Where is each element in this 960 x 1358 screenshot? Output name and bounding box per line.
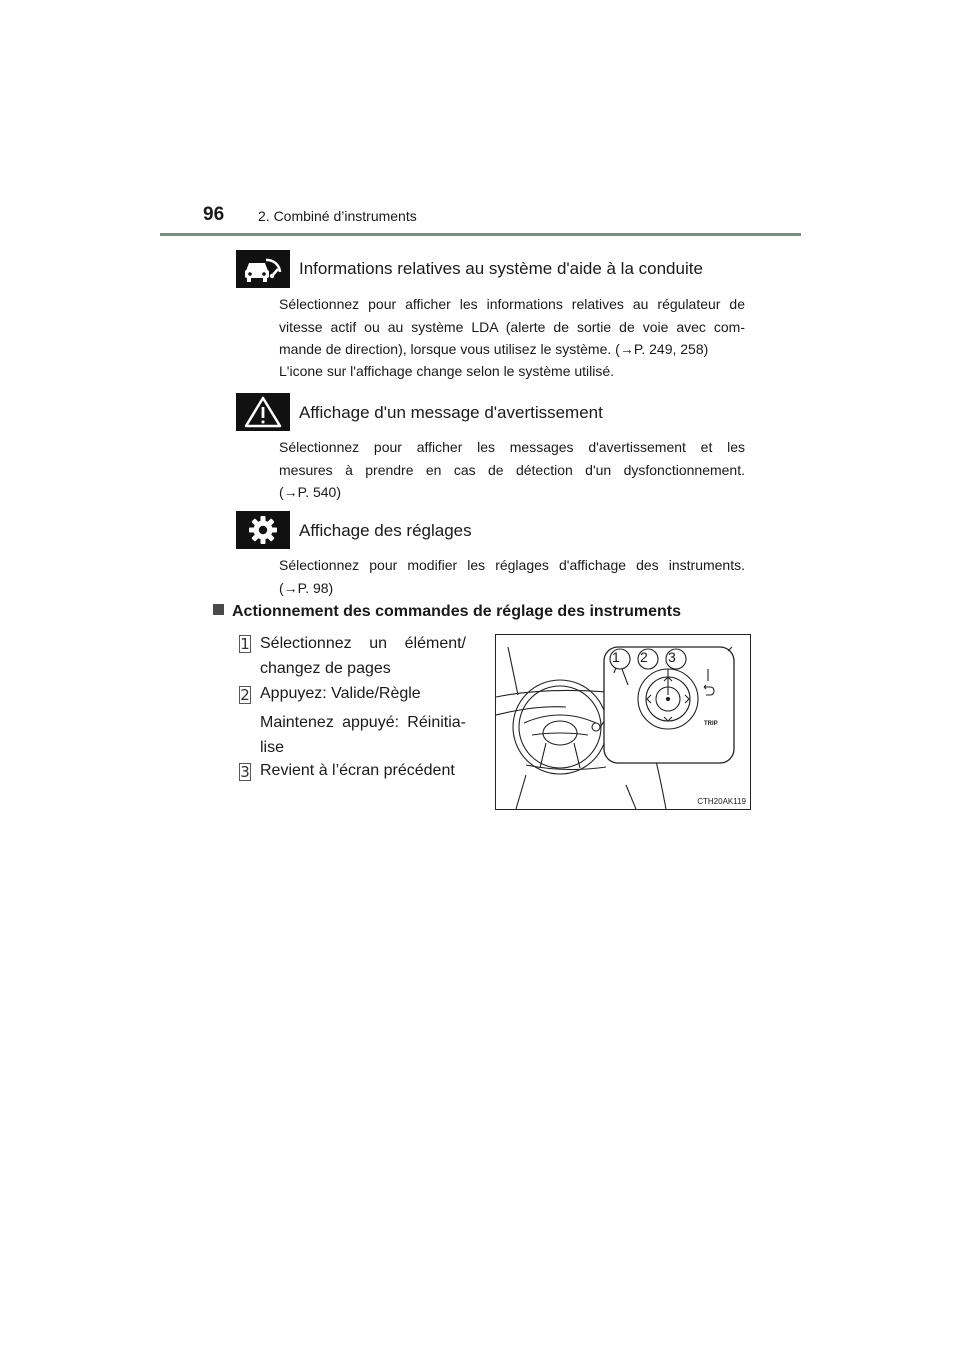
step-number: 1 — [240, 635, 250, 653]
step-text — [260, 631, 466, 681]
gear-icon — [236, 511, 290, 549]
trip-switch-label: TRIP — [704, 721, 718, 727]
section-body-settings — [279, 554, 745, 599]
step-line: Revient à l’écran précédent — [260, 762, 455, 779]
step-line: Appuyez: Valide/Règle — [260, 685, 421, 702]
callout-2: 2 — [640, 649, 648, 665]
subsection-heading — [213, 603, 681, 621]
step-line: Maintenez appuyé: Réinitia- — [260, 714, 466, 731]
page-number: 96 — [203, 204, 225, 225]
callout-3: 3 — [668, 649, 676, 665]
step-line: lise — [260, 739, 285, 756]
step-subtext — [260, 710, 466, 760]
body-line: (→P. 540) — [279, 484, 341, 500]
body-line: Sélectionnez pour afficher les messages d'avertissement et les — [279, 439, 745, 455]
steering-wheel-illustration — [495, 634, 751, 810]
figure-code: CTH20AK119 — [697, 797, 746, 806]
step-text — [260, 681, 466, 706]
step-number: 2 — [240, 686, 250, 704]
callout-1: 1 — [612, 649, 620, 665]
section-title-driving-assist: Informations relatives au système d'aide à la conduite — [299, 259, 703, 278]
section-note-driving-assist — [279, 360, 745, 383]
section-title-warning: Affichage d'un message d'avertissement — [299, 403, 603, 422]
warning-triangle-icon — [236, 393, 290, 431]
section-body-driving-assist — [279, 293, 745, 361]
header-rule — [160, 233, 801, 236]
driving-assist-gauge-icon — [236, 250, 290, 288]
body-line: mesures à prendre en cas de détection d'un dysfonctionnement. — [279, 461, 745, 478]
running-head: 2. Combiné d’instruments — [258, 208, 417, 224]
body-line: vitesse actif ou au système LDA (alerte de sortie de voie avec com- — [279, 318, 745, 335]
step-line: Sélectionnez un élément/ — [260, 635, 466, 652]
step-text — [260, 758, 480, 783]
body-line: mande de direction), lorsque vous utilisez le système. (→P. 249, 258) — [279, 341, 709, 357]
step-line: changez de pages — [260, 660, 391, 677]
body-line: L'icone sur l'affichage change selon le système utilisé. — [279, 363, 615, 379]
body-line: Sélectionnez pour modifier les réglages d'affichage des instruments. — [279, 557, 745, 573]
section-title-settings: Affichage des réglages — [299, 521, 472, 540]
section-body-warning — [279, 436, 745, 504]
body-line: Sélectionnez pour afficher les informations relatives au régulateur de — [279, 296, 745, 312]
subsection-title: Actionnement des commandes de réglage des instruments — [232, 603, 682, 620]
step-number: 3 — [240, 763, 250, 781]
square-bullet-icon — [213, 604, 224, 615]
body-line: (→P. 98) — [279, 579, 334, 596]
